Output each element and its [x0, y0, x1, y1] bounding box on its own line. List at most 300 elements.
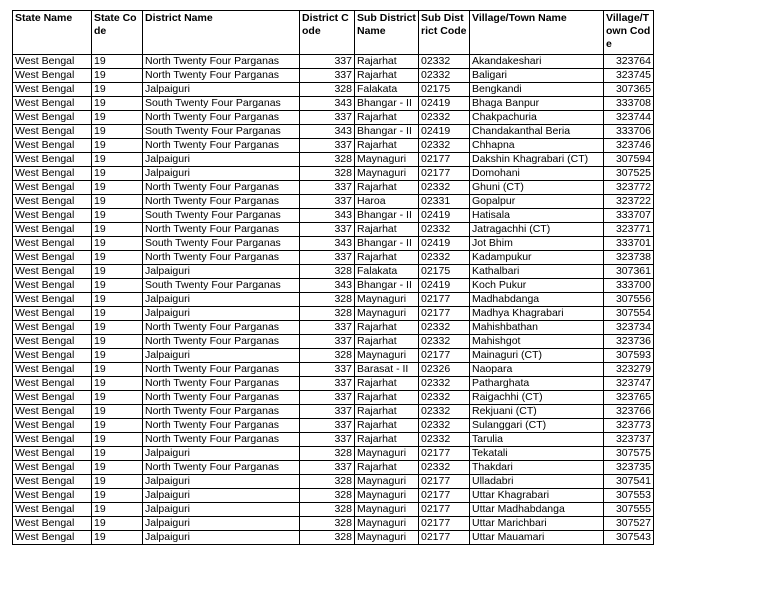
- cell-sub-district-code: 02332: [419, 181, 470, 195]
- cell-state-code: 19: [92, 433, 143, 447]
- cell-village-town-name: Uttar Marichbari: [470, 517, 604, 531]
- cell-state-name: West Bengal: [13, 111, 92, 125]
- cell-sub-district-code: 02175: [419, 265, 470, 279]
- cell-sub-district-name: Maynaguri: [355, 517, 419, 531]
- cell-village-town-code: 307555: [604, 503, 654, 517]
- cell-sub-district-code: 02332: [419, 461, 470, 475]
- cell-village-town-name: Ghuni (CT): [470, 181, 604, 195]
- cell-village-town-name: Akandakeshari: [470, 55, 604, 69]
- cell-district-name: Jalpaiguri: [143, 517, 300, 531]
- cell-district-name: Jalpaiguri: [143, 83, 300, 97]
- cell-village-town-code: 307543: [604, 531, 654, 545]
- cell-village-town-code: 323734: [604, 321, 654, 335]
- cell-state-name: West Bengal: [13, 377, 92, 391]
- cell-village-town-name: Patharghata: [470, 377, 604, 391]
- cell-state-name: West Bengal: [13, 153, 92, 167]
- table-row: [13, 391, 654, 405]
- cell-district-code: 328: [300, 517, 355, 531]
- cell-state-name: West Bengal: [13, 447, 92, 461]
- cell-village-town-name: Thakdari: [470, 461, 604, 475]
- cell-state-name: West Bengal: [13, 195, 92, 209]
- cell-state-code: 19: [92, 391, 143, 405]
- cell-district-code: 343: [300, 97, 355, 111]
- cell-state-name: West Bengal: [13, 307, 92, 321]
- cell-state-name: West Bengal: [13, 293, 92, 307]
- cell-village-town-code: 307594: [604, 153, 654, 167]
- table-row: [13, 363, 654, 377]
- cell-district-code: 343: [300, 209, 355, 223]
- cell-district-name: South Twenty Four Parganas: [143, 279, 300, 293]
- cell-sub-district-name: Rajarhat: [355, 335, 419, 349]
- cell-district-name: Jalpaiguri: [143, 475, 300, 489]
- cell-sub-district-code: 02177: [419, 293, 470, 307]
- cell-village-town-name: Kadampukur: [470, 251, 604, 265]
- cell-district-name: North Twenty Four Parganas: [143, 377, 300, 391]
- cell-village-town-code: 323722: [604, 195, 654, 209]
- cell-sub-district-code: 02177: [419, 153, 470, 167]
- cell-sub-district-name: Maynaguri: [355, 307, 419, 321]
- cell-village-town-name: Naopara: [470, 363, 604, 377]
- cell-sub-district-code: 02177: [419, 349, 470, 363]
- cell-sub-district-code: 02177: [419, 503, 470, 517]
- cell-village-town-name: Chhapna: [470, 139, 604, 153]
- table-row: [13, 503, 654, 517]
- cell-district-name: Jalpaiguri: [143, 349, 300, 363]
- cell-village-town-code: 333701: [604, 237, 654, 251]
- cell-district-code: 328: [300, 349, 355, 363]
- cell-state-name: West Bengal: [13, 335, 92, 349]
- cell-village-town-code: 307541: [604, 475, 654, 489]
- cell-sub-district-code: 02419: [419, 97, 470, 111]
- cell-state-code: 19: [92, 321, 143, 335]
- cell-state-code: 19: [92, 279, 143, 293]
- cell-village-town-name: Gopalpur: [470, 195, 604, 209]
- cell-district-name: Jalpaiguri: [143, 307, 300, 321]
- table-row: [13, 377, 654, 391]
- cell-state-name: West Bengal: [13, 433, 92, 447]
- table-row: [13, 181, 654, 195]
- cell-sub-district-name: Falakata: [355, 265, 419, 279]
- cell-sub-district-name: Rajarhat: [355, 321, 419, 335]
- cell-district-name: Jalpaiguri: [143, 153, 300, 167]
- cell-village-town-code: 323766: [604, 405, 654, 419]
- cell-district-code: 337: [300, 461, 355, 475]
- cell-state-code: 19: [92, 167, 143, 181]
- cell-sub-district-name: Bhangar - II: [355, 97, 419, 111]
- cell-district-code: 337: [300, 405, 355, 419]
- cell-state-name: West Bengal: [13, 97, 92, 111]
- cell-village-town-name: Uttar Madhabdanga: [470, 503, 604, 517]
- cell-district-name: North Twenty Four Parganas: [143, 405, 300, 419]
- cell-district-name: North Twenty Four Parganas: [143, 251, 300, 265]
- cell-district-name: North Twenty Four Parganas: [143, 69, 300, 83]
- cell-village-town-code: 323746: [604, 139, 654, 153]
- cell-district-code: 337: [300, 251, 355, 265]
- cell-district-name: South Twenty Four Parganas: [143, 209, 300, 223]
- table-row: [13, 167, 654, 181]
- cell-district-code: 337: [300, 139, 355, 153]
- cell-village-town-name: Sulanggari (CT): [470, 419, 604, 433]
- cell-district-code: 337: [300, 391, 355, 405]
- cell-district-name: Jalpaiguri: [143, 531, 300, 545]
- table-row: [13, 405, 654, 419]
- cell-district-name: North Twenty Four Parganas: [143, 181, 300, 195]
- cell-sub-district-code: 02177: [419, 489, 470, 503]
- header-state-code: State Code: [92, 11, 143, 55]
- cell-sub-district-code: 02332: [419, 223, 470, 237]
- cell-village-town-code: 323744: [604, 111, 654, 125]
- cell-village-town-name: Kathalbari: [470, 265, 604, 279]
- cell-sub-district-name: Maynaguri: [355, 153, 419, 167]
- cell-sub-district-name: Bhangar - II: [355, 125, 419, 139]
- cell-village-town-name: Raigachhi (CT): [470, 391, 604, 405]
- cell-state-code: 19: [92, 377, 143, 391]
- table-row: [13, 83, 654, 97]
- cell-village-town-name: Hatisala: [470, 209, 604, 223]
- cell-district-code: 328: [300, 447, 355, 461]
- cell-state-code: 19: [92, 237, 143, 251]
- cell-state-code: 19: [92, 503, 143, 517]
- cell-village-town-name: Chandakanthal Beria: [470, 125, 604, 139]
- cell-sub-district-name: Rajarhat: [355, 419, 419, 433]
- cell-state-code: 19: [92, 265, 143, 279]
- table-row: [13, 279, 654, 293]
- cell-district-code: 337: [300, 363, 355, 377]
- cell-village-town-code: 307361: [604, 265, 654, 279]
- cell-sub-district-name: Maynaguri: [355, 293, 419, 307]
- table-row: [13, 349, 654, 363]
- cell-district-name: Jalpaiguri: [143, 293, 300, 307]
- header-state-name: State Name: [13, 11, 92, 55]
- cell-state-code: 19: [92, 55, 143, 69]
- cell-state-name: West Bengal: [13, 349, 92, 363]
- cell-district-code: 337: [300, 69, 355, 83]
- cell-state-code: 19: [92, 69, 143, 83]
- cell-state-name: West Bengal: [13, 391, 92, 405]
- cell-state-name: West Bengal: [13, 405, 92, 419]
- cell-district-code: 337: [300, 111, 355, 125]
- cell-sub-district-name: Rajarhat: [355, 181, 419, 195]
- cell-state-code: 19: [92, 489, 143, 503]
- cell-village-town-code: 333700: [604, 279, 654, 293]
- cell-sub-district-code: 02332: [419, 139, 470, 153]
- cell-sub-district-code: 02177: [419, 531, 470, 545]
- cell-state-name: West Bengal: [13, 223, 92, 237]
- cell-village-town-name: Mahishgot: [470, 335, 604, 349]
- cell-village-town-code: 323747: [604, 377, 654, 391]
- cell-state-code: 19: [92, 83, 143, 97]
- cell-village-town-code: 333707: [604, 209, 654, 223]
- cell-state-name: West Bengal: [13, 321, 92, 335]
- cell-district-code: 337: [300, 433, 355, 447]
- cell-village-town-name: Bhaga Banpur: [470, 97, 604, 111]
- table-row: [13, 335, 654, 349]
- cell-sub-district-code: 02332: [419, 335, 470, 349]
- cell-district-name: South Twenty Four Parganas: [143, 237, 300, 251]
- cell-district-name: Jalpaiguri: [143, 489, 300, 503]
- cell-village-town-name: Dakshin Khagrabari (CT): [470, 153, 604, 167]
- cell-sub-district-name: Rajarhat: [355, 377, 419, 391]
- cell-district-code: 343: [300, 125, 355, 139]
- cell-sub-district-code: 02331: [419, 195, 470, 209]
- cell-village-town-name: Domohani: [470, 167, 604, 181]
- cell-district-code: 337: [300, 195, 355, 209]
- cell-village-town-name: Uttar Mauamari: [470, 531, 604, 545]
- cell-state-code: 19: [92, 475, 143, 489]
- cell-sub-district-name: Rajarhat: [355, 391, 419, 405]
- cell-sub-district-code: 02332: [419, 69, 470, 83]
- cell-village-town-code: 307553: [604, 489, 654, 503]
- cell-district-name: North Twenty Four Parganas: [143, 111, 300, 125]
- cell-state-code: 19: [92, 335, 143, 349]
- table-row: [13, 237, 654, 251]
- table-row: [13, 461, 654, 475]
- cell-state-code: 19: [92, 139, 143, 153]
- cell-state-name: West Bengal: [13, 503, 92, 517]
- cell-state-name: West Bengal: [13, 461, 92, 475]
- cell-village-town-code: 307575: [604, 447, 654, 461]
- cell-village-town-name: Jot Bhim: [470, 237, 604, 251]
- cell-sub-district-code: 02332: [419, 251, 470, 265]
- cell-state-name: West Bengal: [13, 489, 92, 503]
- cell-district-code: 337: [300, 377, 355, 391]
- cell-district-name: North Twenty Four Parganas: [143, 223, 300, 237]
- cell-sub-district-name: Maynaguri: [355, 447, 419, 461]
- cell-district-code: 328: [300, 489, 355, 503]
- header-row: [13, 11, 654, 55]
- cell-state-code: 19: [92, 419, 143, 433]
- cell-sub-district-code: 02332: [419, 377, 470, 391]
- cell-state-name: West Bengal: [13, 83, 92, 97]
- cell-state-code: 19: [92, 97, 143, 111]
- header-district-name: District Name: [143, 11, 300, 55]
- cell-district-code: 328: [300, 307, 355, 321]
- cell-district-code: 328: [300, 265, 355, 279]
- cell-district-name: North Twenty Four Parganas: [143, 139, 300, 153]
- cell-state-name: West Bengal: [13, 167, 92, 181]
- cell-state-code: 19: [92, 447, 143, 461]
- cell-sub-district-code: 02332: [419, 433, 470, 447]
- cell-state-name: West Bengal: [13, 517, 92, 531]
- table-row: [13, 153, 654, 167]
- cell-district-name: Jalpaiguri: [143, 265, 300, 279]
- cell-district-code: 328: [300, 167, 355, 181]
- cell-sub-district-name: Maynaguri: [355, 503, 419, 517]
- cell-sub-district-code: 02177: [419, 167, 470, 181]
- table-row: [13, 223, 654, 237]
- cell-village-town-code: 323738: [604, 251, 654, 265]
- cell-district-code: 328: [300, 293, 355, 307]
- cell-state-name: West Bengal: [13, 139, 92, 153]
- cell-sub-district-name: Rajarhat: [355, 139, 419, 153]
- header-sub-district-name: Sub District Name: [355, 11, 419, 55]
- cell-village-town-name: Jatragachhi (CT): [470, 223, 604, 237]
- cell-state-name: West Bengal: [13, 181, 92, 195]
- table-row: [13, 139, 654, 153]
- cell-village-town-name: Mainaguri (CT): [470, 349, 604, 363]
- table-row: [13, 321, 654, 335]
- table-row: [13, 265, 654, 279]
- cell-state-code: 19: [92, 153, 143, 167]
- cell-district-code: 337: [300, 223, 355, 237]
- cell-sub-district-name: Rajarhat: [355, 111, 419, 125]
- cell-sub-district-name: Falakata: [355, 83, 419, 97]
- cell-district-name: North Twenty Four Parganas: [143, 195, 300, 209]
- cell-district-code: 328: [300, 531, 355, 545]
- table-row: [13, 55, 654, 69]
- cell-state-name: West Bengal: [13, 237, 92, 251]
- cell-district-name: South Twenty Four Parganas: [143, 97, 300, 111]
- cell-sub-district-name: Maynaguri: [355, 531, 419, 545]
- cell-sub-district-code: 02177: [419, 447, 470, 461]
- cell-sub-district-code: 02332: [419, 391, 470, 405]
- cell-state-name: West Bengal: [13, 69, 92, 83]
- table-body: [13, 55, 654, 545]
- cell-village-town-code: 323745: [604, 69, 654, 83]
- cell-village-town-name: Baligari: [470, 69, 604, 83]
- cell-state-code: 19: [92, 405, 143, 419]
- cell-sub-district-code: 02326: [419, 363, 470, 377]
- table-row: [13, 433, 654, 447]
- cell-village-town-name: Koch Pukur: [470, 279, 604, 293]
- cell-sub-district-code: 02177: [419, 307, 470, 321]
- header-district-code: District Code: [300, 11, 355, 55]
- cell-state-code: 19: [92, 293, 143, 307]
- cell-sub-district-code: 02419: [419, 125, 470, 139]
- cell-village-town-name: Tekatali: [470, 447, 604, 461]
- table-row: [13, 69, 654, 83]
- cell-district-name: Jalpaiguri: [143, 503, 300, 517]
- cell-sub-district-name: Rajarhat: [355, 55, 419, 69]
- table-row: [13, 419, 654, 433]
- cell-village-town-name: Tarulia: [470, 433, 604, 447]
- cell-state-name: West Bengal: [13, 531, 92, 545]
- cell-district-code: 337: [300, 181, 355, 195]
- cell-sub-district-code: 02175: [419, 83, 470, 97]
- cell-district-name: Jalpaiguri: [143, 167, 300, 181]
- cell-state-code: 19: [92, 307, 143, 321]
- table-row: [13, 293, 654, 307]
- cell-state-name: West Bengal: [13, 363, 92, 377]
- cell-district-code: 337: [300, 55, 355, 69]
- table-row: [13, 195, 654, 209]
- table-row: [13, 517, 654, 531]
- cell-state-name: West Bengal: [13, 55, 92, 69]
- cell-state-code: 19: [92, 209, 143, 223]
- cell-village-town-name: Bengkandi: [470, 83, 604, 97]
- cell-state-name: West Bengal: [13, 419, 92, 433]
- cell-district-code: 328: [300, 153, 355, 167]
- cell-sub-district-name: Maynaguri: [355, 489, 419, 503]
- cell-district-name: North Twenty Four Parganas: [143, 321, 300, 335]
- cell-village-town-code: 307593: [604, 349, 654, 363]
- cell-district-code: 337: [300, 335, 355, 349]
- cell-district-code: 328: [300, 503, 355, 517]
- cell-state-code: 19: [92, 111, 143, 125]
- cell-sub-district-code: 02177: [419, 517, 470, 531]
- cell-village-town-code: 323735: [604, 461, 654, 475]
- cell-district-code: 337: [300, 419, 355, 433]
- cell-state-code: 19: [92, 461, 143, 475]
- cell-district-name: South Twenty Four Parganas: [143, 125, 300, 139]
- cell-sub-district-name: Maynaguri: [355, 475, 419, 489]
- table-row: [13, 531, 654, 545]
- cell-sub-district-name: Rajarhat: [355, 223, 419, 237]
- cell-village-town-code: 307525: [604, 167, 654, 181]
- cell-sub-district-code: 02332: [419, 405, 470, 419]
- cell-sub-district-name: Haroa: [355, 195, 419, 209]
- cell-sub-district-code: 02419: [419, 209, 470, 223]
- cell-sub-district-name: Rajarhat: [355, 461, 419, 475]
- cell-village-town-code: 333706: [604, 125, 654, 139]
- cell-sub-district-name: Bhangar - II: [355, 209, 419, 223]
- cell-state-code: 19: [92, 125, 143, 139]
- cell-sub-district-name: Rajarhat: [355, 433, 419, 447]
- table-row: [13, 307, 654, 321]
- cell-state-name: West Bengal: [13, 265, 92, 279]
- cell-state-code: 19: [92, 195, 143, 209]
- cell-district-name: North Twenty Four Parganas: [143, 363, 300, 377]
- cell-village-town-code: 323736: [604, 335, 654, 349]
- cell-state-name: West Bengal: [13, 279, 92, 293]
- cell-district-code: 337: [300, 321, 355, 335]
- cell-village-town-code: 323772: [604, 181, 654, 195]
- cell-sub-district-code: 02332: [419, 55, 470, 69]
- cell-state-name: West Bengal: [13, 475, 92, 489]
- cell-sub-district-code: 02332: [419, 111, 470, 125]
- table-row: [13, 209, 654, 223]
- cell-state-code: 19: [92, 181, 143, 195]
- cell-district-code: 328: [300, 475, 355, 489]
- cell-village-town-name: Ulladabri: [470, 475, 604, 489]
- cell-state-code: 19: [92, 223, 143, 237]
- village-code-table: [12, 10, 654, 545]
- cell-sub-district-code: 02419: [419, 237, 470, 251]
- cell-state-code: 19: [92, 517, 143, 531]
- cell-district-name: North Twenty Four Parganas: [143, 335, 300, 349]
- cell-district-name: North Twenty Four Parganas: [143, 461, 300, 475]
- cell-village-town-code: 333708: [604, 97, 654, 111]
- cell-village-town-code: 307554: [604, 307, 654, 321]
- cell-village-town-code: 323773: [604, 419, 654, 433]
- header-sub-district-code: Sub District Code: [419, 11, 470, 55]
- cell-district-code: 343: [300, 279, 355, 293]
- cell-sub-district-name: Maynaguri: [355, 167, 419, 181]
- cell-state-code: 19: [92, 251, 143, 265]
- cell-village-town-code: 307365: [604, 83, 654, 97]
- cell-sub-district-name: Rajarhat: [355, 69, 419, 83]
- table-row: [13, 111, 654, 125]
- cell-district-name: North Twenty Four Parganas: [143, 419, 300, 433]
- table-row: [13, 125, 654, 139]
- cell-sub-district-code: 02332: [419, 419, 470, 433]
- cell-sub-district-name: Bhangar - II: [355, 237, 419, 251]
- table-row: [13, 489, 654, 503]
- cell-state-name: West Bengal: [13, 209, 92, 223]
- cell-sub-district-name: Rajarhat: [355, 251, 419, 265]
- cell-village-town-code: 323764: [604, 55, 654, 69]
- cell-sub-district-name: Bhangar - II: [355, 279, 419, 293]
- cell-village-town-code: 307527: [604, 517, 654, 531]
- cell-district-name: Jalpaiguri: [143, 447, 300, 461]
- cell-village-town-name: Uttar Khagrabari: [470, 489, 604, 503]
- cell-district-name: North Twenty Four Parganas: [143, 433, 300, 447]
- cell-sub-district-name: Barasat - II: [355, 363, 419, 377]
- header-village-town-code: Village/Town Code: [604, 11, 654, 55]
- table-row: [13, 447, 654, 461]
- cell-village-town-code: 323771: [604, 223, 654, 237]
- cell-sub-district-code: 02177: [419, 475, 470, 489]
